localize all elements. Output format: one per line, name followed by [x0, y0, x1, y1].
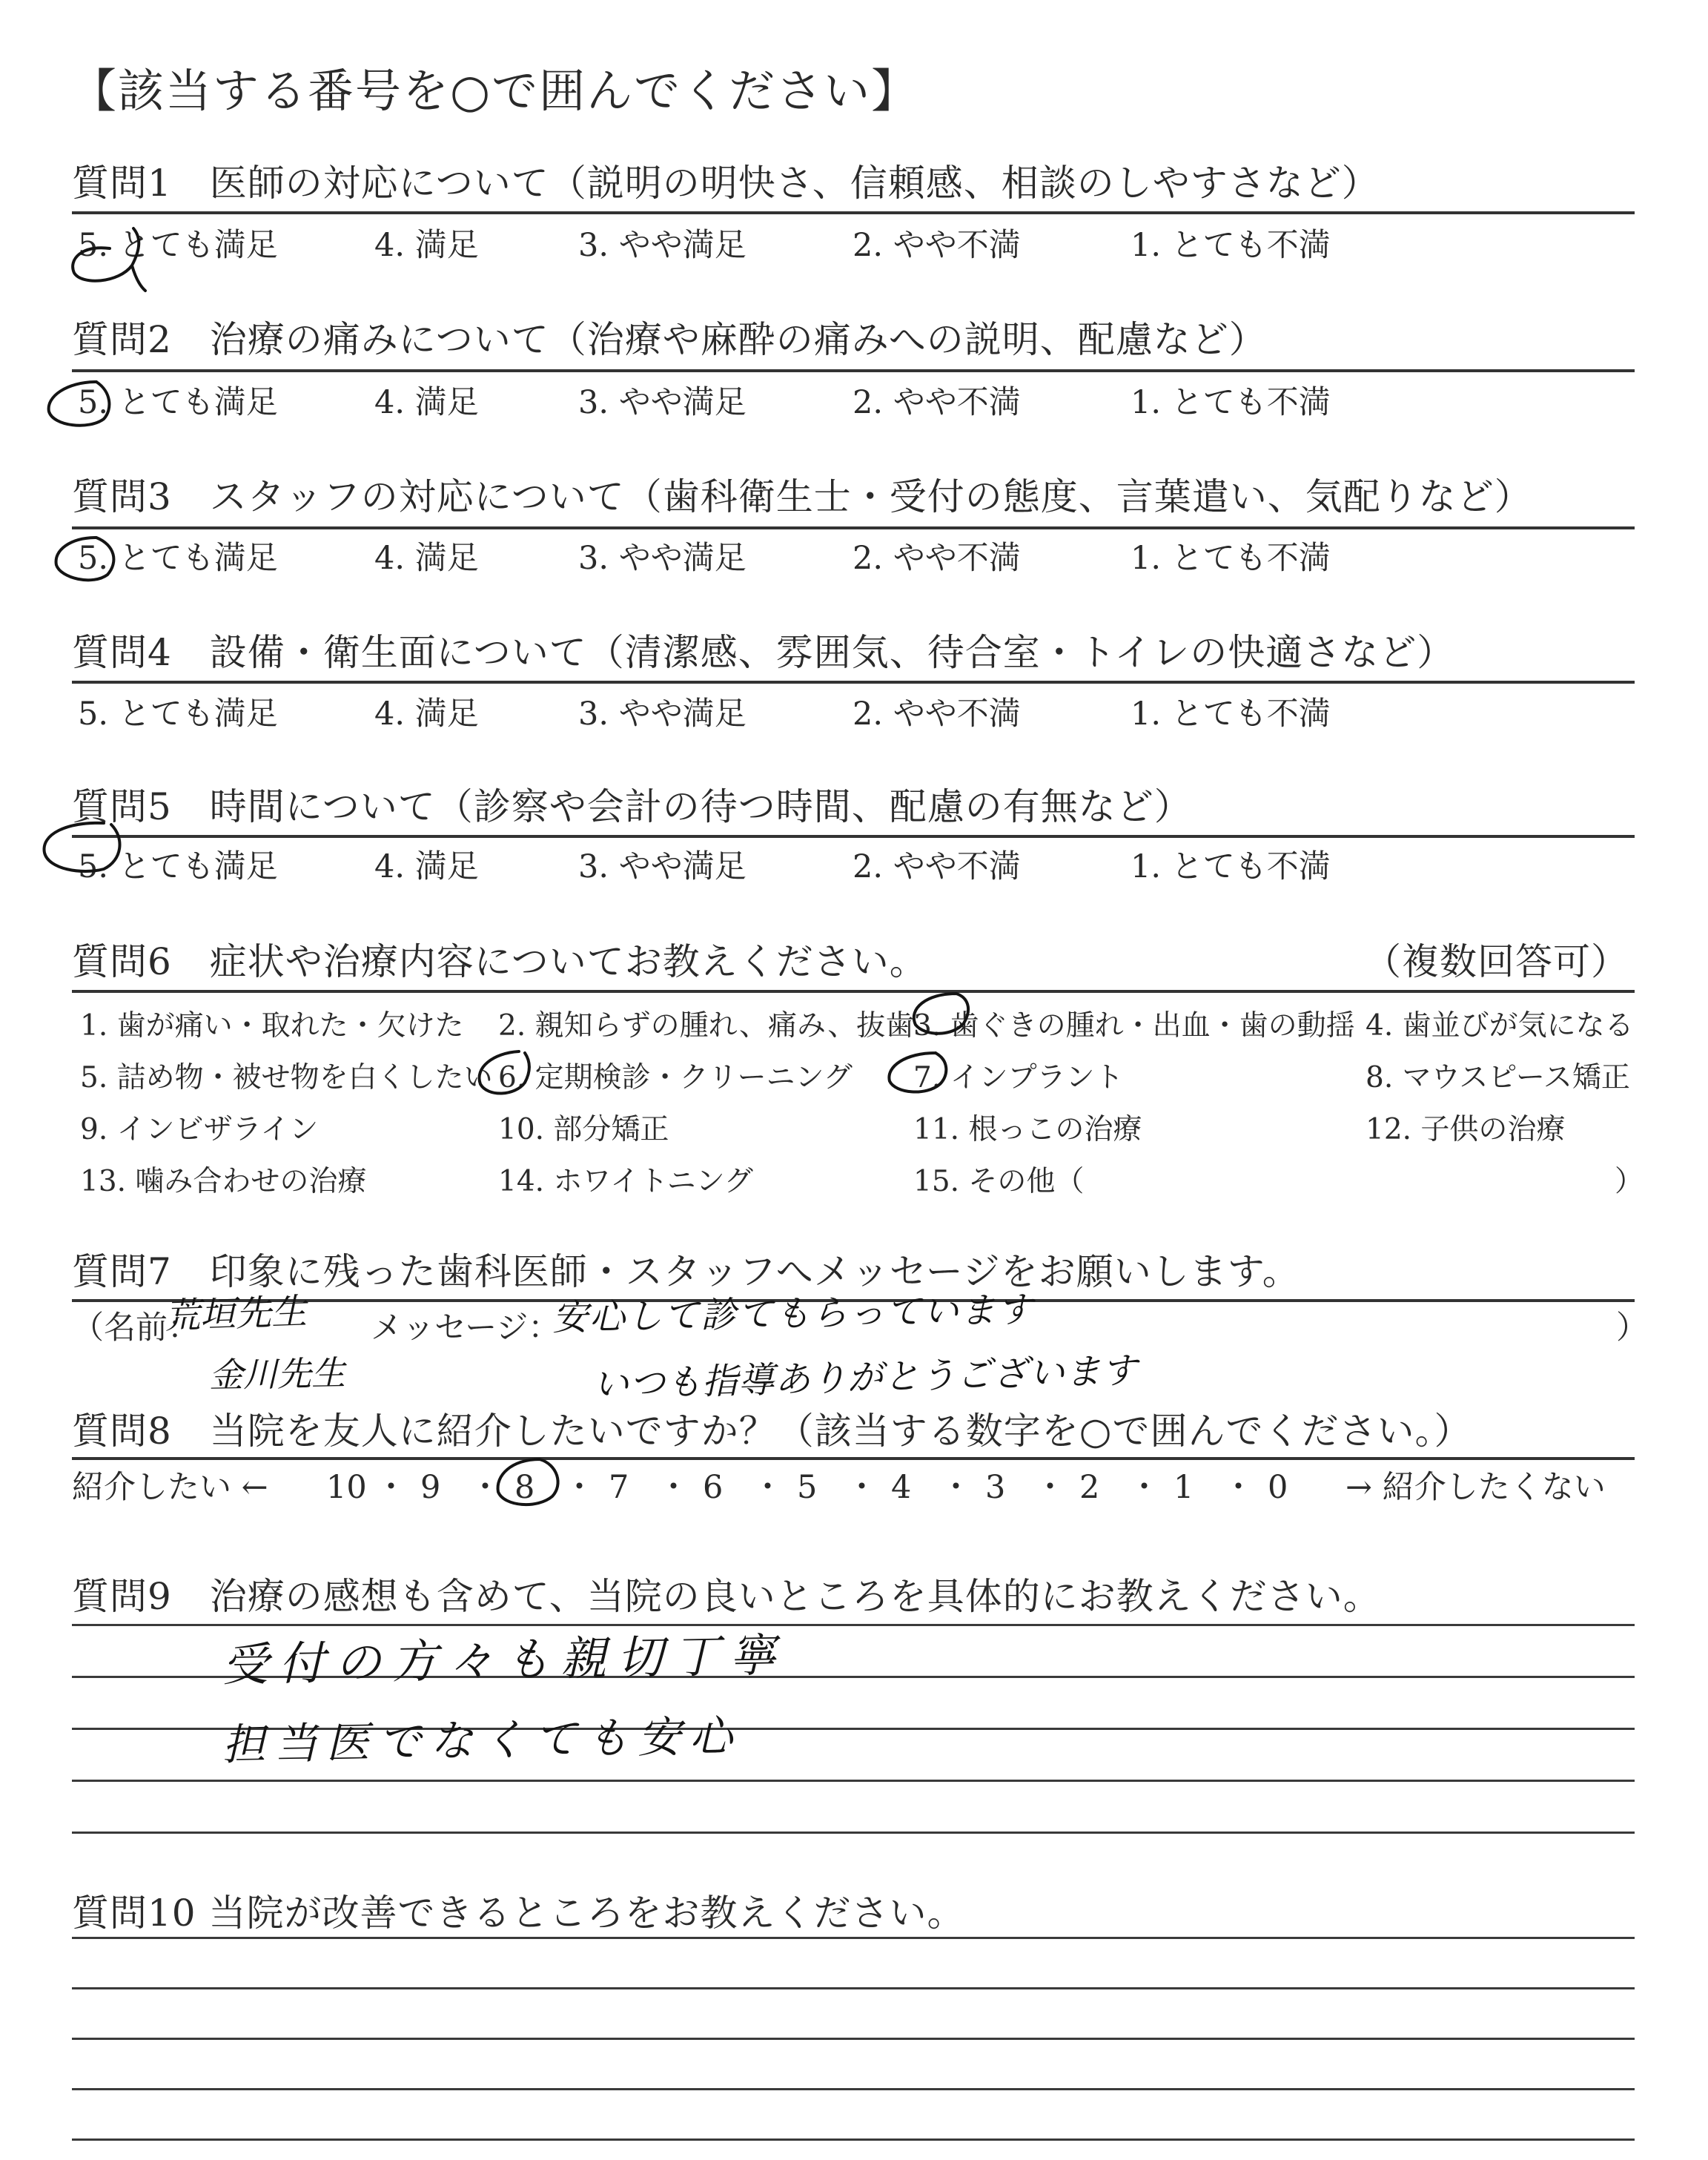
recommend-left-label: 紹介したい ←	[72, 1469, 268, 1506]
question-9-title: 質問9 治療の感想も含めて、当院の良いところを具体的にお教えください。	[72, 1575, 1381, 1618]
scale-value-4[interactable]: 4	[891, 1469, 912, 1506]
scale-value-10[interactable]: 10	[326, 1469, 367, 1506]
q6-option-11[interactable]: 11. 根っこの治療	[913, 1113, 1142, 1146]
q5-option-5[interactable]: 5. とても満足	[78, 848, 278, 885]
scale-separator: ・	[469, 1469, 501, 1506]
handwritten-message-2: いつも指導ありがとうございます	[592, 1350, 1139, 1406]
q5-option-3[interactable]: 3. やや満足	[578, 848, 747, 885]
scale-value-5[interactable]: 5	[797, 1469, 818, 1506]
question-2-title: 質問2 治療の痛みについて（治療や麻酔の痛みへの説明、配慮など）	[72, 318, 1267, 361]
q2-selection-circle	[49, 382, 110, 426]
scale-separator: ・	[752, 1469, 784, 1506]
q6-option-12[interactable]: 12. 子供の治療	[1366, 1113, 1566, 1146]
q4-option-5[interactable]: 5. とても満足	[78, 696, 278, 733]
q7-close-paren: ）	[1616, 1309, 1648, 1347]
question-3-title: 質問3 スタッフの対応について（歯科衛生士・受付の態度、言葉遣い、気配りなど）	[72, 475, 1532, 518]
handwritten-q9-line-1: 受付の方々も親切丁寧	[222, 1628, 787, 1692]
scale-value-3[interactable]: 3	[985, 1469, 1006, 1506]
scale-value-0[interactable]: 0	[1268, 1469, 1288, 1506]
q6-option-5[interactable]: 5. 詰め物・被せ物を白くしたい	[80, 1061, 493, 1094]
q2-option-4[interactable]: 4. 満足	[374, 384, 479, 421]
q6-option-1[interactable]: 1. 歯が痛い・取れた・欠けた	[80, 1009, 464, 1043]
q5-option-4[interactable]: 4. 満足	[374, 848, 479, 885]
scale-value-8[interactable]: 8	[514, 1469, 535, 1506]
question-4-title: 質問4 設備・衛生面について（清潔感、雰囲気、待合室・トイレの快適さなど）	[72, 631, 1455, 674]
q6-option-10[interactable]: 10. 部分矯正	[498, 1113, 669, 1146]
q6-option-2[interactable]: 2. 親知らずの腫れ、痛み、抜歯	[498, 1009, 915, 1043]
scale-separator: ・	[1034, 1469, 1066, 1506]
q6-option-13[interactable]: 13. 噛み合わせの治療	[80, 1165, 367, 1198]
q6-option-3[interactable]: 3. 歯ぐきの腫れ・出血・歯の動揺	[913, 1009, 1355, 1043]
scale-separator: ・	[658, 1469, 689, 1506]
question-1-title: 質問1 医師の対応について（説明の明快さ、信頼感、相談のしやすさなど）	[72, 162, 1380, 205]
q2-option-3[interactable]: 3. やや満足	[578, 384, 747, 421]
scale-separator: ・	[375, 1469, 407, 1506]
q6-option-6[interactable]: 6. 定期検診・クリーニング	[498, 1061, 853, 1094]
q3-option-2[interactable]: 2. やや不満	[853, 540, 1021, 577]
page-heading: 【該当する番号を○で囲んでください】	[70, 64, 919, 118]
q4-option-1[interactable]: 1. とても不満	[1131, 696, 1331, 733]
q3-option-4[interactable]: 4. 満足	[374, 540, 479, 577]
q1-option-1[interactable]: 1. とても不満	[1131, 227, 1331, 264]
q2-option-5[interactable]: 5. とても満足	[78, 384, 278, 421]
scale-separator: ・	[846, 1469, 878, 1506]
recommend-right-label: → 紹介したくない	[1345, 1469, 1606, 1506]
q6-option-4[interactable]: 4. 歯並びが気になる	[1366, 1009, 1634, 1043]
q8-selection-circle	[498, 1459, 558, 1505]
q6-option-15[interactable]: 15. その他（	[913, 1165, 1085, 1198]
q5-selection-circle	[44, 823, 120, 871]
scale-value-1[interactable]: 1	[1174, 1469, 1194, 1506]
scale-separator: ・	[940, 1469, 972, 1506]
q3-option-3[interactable]: 3. やや満足	[578, 540, 747, 577]
question-8-title: 質問8 当院を友人に紹介したいですか？（該当する数字を○で囲んでください。）	[72, 1410, 1472, 1453]
q5-option-1[interactable]: 1. とても不満	[1131, 848, 1331, 885]
q4-option-4[interactable]: 4. 満足	[374, 696, 479, 733]
q6-option-7[interactable]: 7. インプラント	[913, 1061, 1124, 1094]
q1-selection-circle	[73, 228, 145, 291]
scale-value-7[interactable]: 7	[609, 1469, 629, 1506]
question-6-title: 質問6 症状や治療内容についてお教えください。	[72, 940, 927, 983]
handwritten-message-1: 安心して診てもらっています	[552, 1289, 1035, 1339]
question-5-title: 質問5 時間について（診察や会計の待つ時間、配慮の有無など）	[72, 785, 1192, 828]
scale-value-9[interactable]: 9	[420, 1469, 441, 1506]
scale-value-6[interactable]: 6	[703, 1469, 724, 1506]
q3-option-1[interactable]: 1. とても不満	[1131, 540, 1331, 577]
q5-option-2[interactable]: 2. やや不満	[853, 848, 1021, 885]
q1-option-3[interactable]: 3. やや満足	[578, 227, 747, 264]
multiple-answer-note: （複数回答可）	[1364, 940, 1629, 983]
handwritten-name-2: 金川先生	[208, 1353, 346, 1396]
scale-separator: ・	[563, 1469, 595, 1506]
question-10-title: 質問10 当院が改善できるところをお教えください。	[72, 1892, 965, 1935]
q3-selection-circle	[56, 538, 114, 580]
q6-selection-circle-3	[914, 994, 968, 1034]
q6-option-8[interactable]: 8. マウスピース矯正	[1366, 1061, 1630, 1094]
scale-separator: ・	[1128, 1469, 1160, 1506]
q3-option-5[interactable]: 5. とても満足	[78, 540, 278, 577]
question-7-title: 質問7 印象に残った歯科医師・スタッフへメッセージをお願いします。	[72, 1250, 1300, 1293]
q1-option-2[interactable]: 2. やや不満	[853, 227, 1021, 264]
q6-option-9[interactable]: 9. インビザライン	[80, 1113, 319, 1146]
q6-selection-circle-7	[889, 1053, 946, 1092]
q2-option-1[interactable]: 1. とても不満	[1131, 384, 1331, 421]
handwritten-q9-line-2: 担当医でなくても安心	[222, 1710, 742, 1771]
q6-selection-circle-6	[480, 1051, 529, 1094]
scale-separator: ・	[1222, 1469, 1254, 1506]
q4-option-2[interactable]: 2. やや不満	[853, 696, 1021, 733]
q6-other-close-paren: ）	[1615, 1165, 1644, 1198]
q4-option-3[interactable]: 3. やや満足	[578, 696, 747, 733]
message-label: メッセージ：	[371, 1309, 560, 1347]
handwritten-name-1: 荒垣先生	[164, 1290, 308, 1338]
name-label: （名前：	[72, 1309, 199, 1347]
scale-value-2[interactable]: 2	[1079, 1469, 1100, 1506]
q1-option-4[interactable]: 4. 満足	[374, 227, 479, 264]
q6-option-14[interactable]: 14. ホワイトニング	[498, 1165, 753, 1198]
q1-option-5[interactable]: 5. とても満足	[78, 227, 278, 264]
q2-option-2[interactable]: 2. やや不満	[853, 384, 1021, 421]
